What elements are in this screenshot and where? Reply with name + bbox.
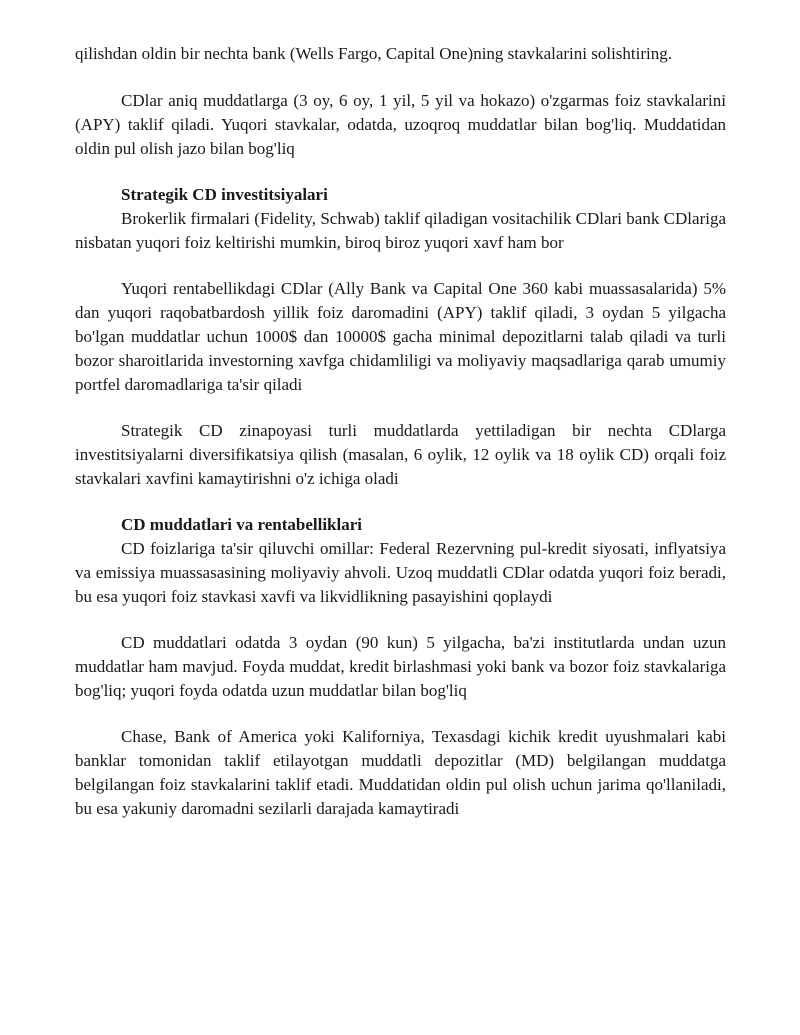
paragraph-spacer [75, 255, 726, 277]
section-heading-strategic-cd: Strategik CD investitsiyalari [121, 185, 328, 204]
paragraph-term-lengths: CD muddatlari odatda 3 oydan (90 kun) 5 yilgacha, ba'zi institutlarda undan uzun muddatlar ham mavjud. Foyda muddat, kredit birlashmasi yoki bank va bozor foiz stavkalariga bog'liq; yuqori foyda odatda uzun muddatlar bilan bog'liq [75, 633, 726, 700]
paragraph-spacer [75, 397, 726, 419]
paragraph-cd-terms: CDlar aniq muddatlarga (3 oy, 6 oy, 1 yil, 5 yil va hokazo) o'zgarmas foiz stavkalarini (APY) taklif qiladi. Yuqori stavkalar, odatda, uzoqroq muddatlar bilan bog'liq. Muddatidan oldin pul olish jazo bilan bog'liq [75, 91, 726, 158]
paragraph-rate-factors: CD foizlariga ta'sir qiluvchi omillar: Federal Rezervning pul-kredit siyosati, inflyatsiya va emissiya muassasasining moliyaviy ahvoli. Uzoq muddatli CDlar odatda yuqori foiz beradi, bu esa yuqori foiz stavkasi xavfi va likvidlikning pasayishini qoplaydi [75, 539, 726, 606]
paragraph-brokered-cds: Brokerlik firmalari (Fidelity, Schwab) taklif qiladigan vositachilik CDlari bank CDlariga nisbatan yuqori foiz keltirishi mumkin, biroq biroz yuqori xavf ham bor [75, 209, 726, 252]
paragraph-spacer [75, 491, 726, 513]
paragraph-spacer [75, 161, 726, 183]
section-heading-cd-terms-yields: CD muddatlari va rentabelliklari [121, 515, 362, 534]
paragraph-spacer [75, 703, 726, 725]
paragraph-time-deposits: Chase, Bank of America yoki Kaliforniya, Texasdagi kichik kredit uyushmalari kabi banklar tomonidan taklif etilayotgan muddatli depozitlar (MD) belgilangan muddatga belgilangan foiz stavkalarini taklif etadi. Muddatidan oldin pul olish uchun jarima qo'llaniladi, bu esa yakuniy daromadni sezilarli darajada kamaytiradi [75, 727, 726, 818]
paragraph-cd-ladder: Strategik CD zinapoyasi turli muddatlarda yettiladigan bir nechta CDlarga investitsiyalarni diversifikatsiya qilish (masalan, 6 oylik, 12 oylik va 18 oylik CD) orqali foiz stavkalari xavfini kamaytirishni o'z ichiga oladi [75, 421, 726, 488]
document-page [75, 42, 726, 821]
paragraph-spacer [75, 66, 726, 89]
paragraph-bank-comparison: qilishdan oldin bir nechta bank (Wells Fargo, Capital One)ning stavkalarini solishtiring. [75, 44, 672, 63]
paragraph-high-yield-cds: Yuqori rentabellikdagi CDlar (Ally Bank va Capital One 360 kabi muassasalarida) 5% dan yuqori raqobatbardosh yillik foiz daromadini (APY) taklif qiladi, 3 oydan 5 yilgacha bo'lgan muddatlar uchun 1000$ dan 10000$ gacha minimal depozitlarni talab qiladi va turli bozor sharoitlarida investorning xavfga chidamliligi va moliyaviy maqsadlariga qarab umumiy portfel daromadlariga ta'sir qiladi [75, 279, 726, 394]
paragraph-spacer [75, 609, 726, 631]
